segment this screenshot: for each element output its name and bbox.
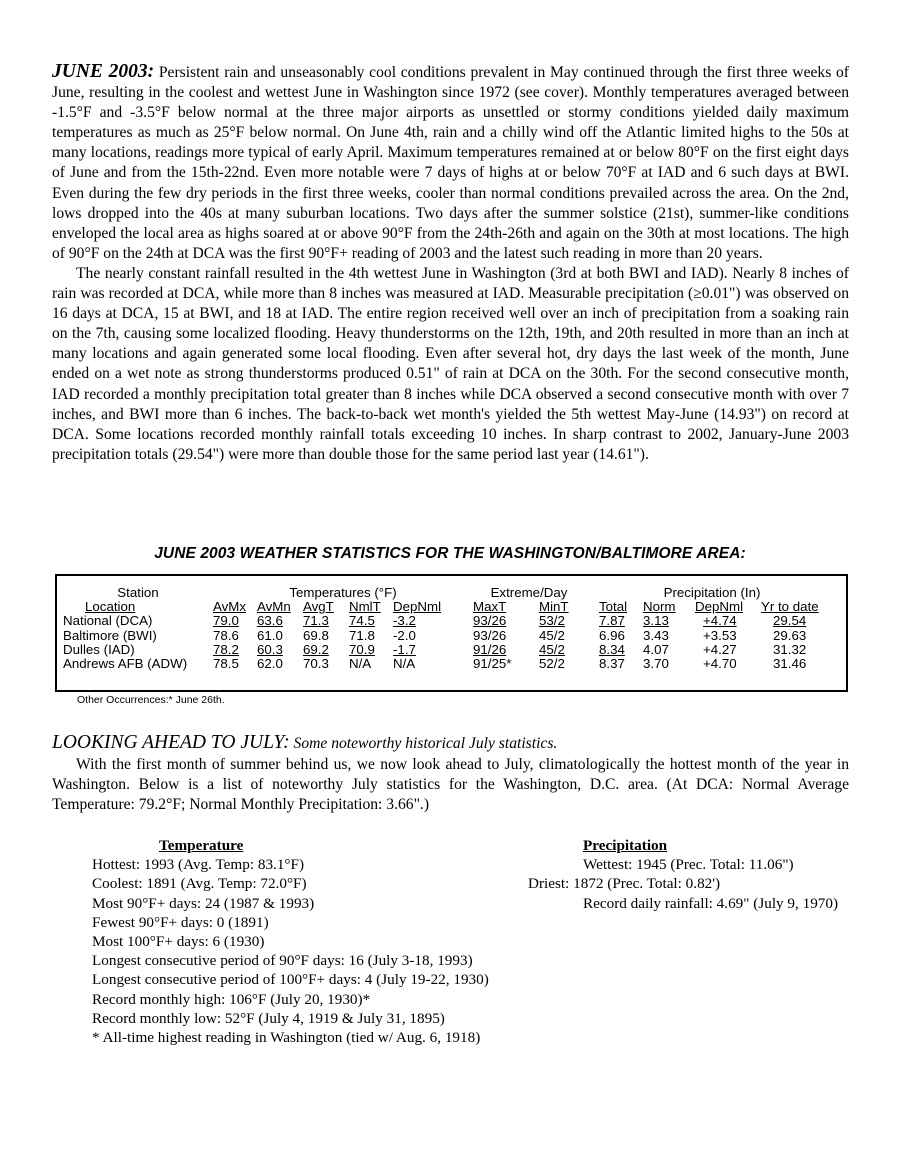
col-yr-to-date: Yr to date bbox=[761, 599, 819, 615]
col-nmlt: NmlT bbox=[349, 599, 381, 615]
table-row bbox=[63, 657, 839, 671]
cell-avmx: 78.2 bbox=[213, 641, 239, 657]
table-row bbox=[63, 643, 839, 657]
cell-maxt: 93/26 bbox=[473, 613, 507, 629]
list-item: Driest: 1872 (Prec. Total: 0.82') bbox=[528, 875, 721, 893]
cell-avgt: 70.3 bbox=[303, 656, 329, 672]
july-intro: With the first month of summer behind us, we now look ahead to July, climatologically the hottest month of the year in Washington. Below is a list of noteworthy July statistics for the Washington, D.C. area. (At DCA: Normal Average Temperature: 79.2°F; Normal Monthly Precipitation: 3.66".) bbox=[52, 756, 849, 814]
table-row bbox=[63, 629, 839, 643]
stats-table bbox=[63, 586, 839, 671]
group-precipitation: Precipitation (In) bbox=[663, 585, 761, 600]
cell-avmn: 61.0 bbox=[257, 627, 283, 643]
temperature-heading: Temperature bbox=[159, 837, 244, 854]
group-header-row bbox=[63, 586, 839, 600]
cell-avgt: 69.8 bbox=[303, 627, 329, 643]
cell-norm: 4.07 bbox=[643, 641, 669, 657]
cell-depnml-temp: -2.0 bbox=[393, 627, 416, 643]
column-header-row bbox=[63, 600, 839, 614]
cell-yr-to-date: 31.32 bbox=[773, 641, 807, 657]
cell-avmx: 78.6 bbox=[213, 627, 239, 643]
list-item: Coolest: 1891 (Avg. Temp: 72.0°F) bbox=[92, 875, 307, 893]
cell-depnml-precip: +4.70 bbox=[703, 656, 737, 672]
list-item: Record monthly low: 52°F (July 4, 1919 & July 31, 1895) bbox=[92, 1009, 445, 1027]
list-item: Fewest 90°F+ days: 0 (1891) bbox=[92, 913, 269, 931]
cell-yr-to-date: 31.46 bbox=[773, 656, 807, 672]
col-location: Location bbox=[85, 599, 136, 615]
cell-norm: 3.43 bbox=[643, 627, 669, 643]
group-extreme: Extreme/Day bbox=[490, 585, 568, 600]
cell-avmn: 63.6 bbox=[257, 613, 283, 629]
list-item: Longest consecutive period of 100°F+ days: 4 (July 19-22, 1930) bbox=[92, 971, 489, 989]
cell-total: 8.37 bbox=[599, 656, 625, 672]
cell-depnml-temp: N/A bbox=[393, 656, 416, 672]
row-location: National (DCA) bbox=[63, 613, 153, 629]
cell-maxt: 91/26 bbox=[473, 641, 507, 657]
cell-mint: 52/2 bbox=[539, 656, 565, 672]
group-temperatures: Temperatures (°F) bbox=[289, 585, 397, 600]
temperature-list bbox=[92, 836, 489, 1047]
cell-total: 6.96 bbox=[599, 627, 625, 643]
list-item: Most 90°F+ days: 24 (1987 & 1993) bbox=[92, 894, 315, 912]
cell-maxt: 93/26 bbox=[473, 627, 507, 643]
cell-nmlt: N/A bbox=[349, 656, 372, 672]
col-maxt: MaxT bbox=[473, 599, 507, 615]
june-paragraph-1 bbox=[52, 62, 849, 264]
col-total: Total bbox=[599, 599, 628, 615]
group-station: Station bbox=[117, 585, 159, 600]
list-item: Record daily rainfall: 4.69" (July 9, 1970) bbox=[583, 894, 839, 912]
cell-avmn: 62.0 bbox=[257, 656, 283, 672]
table-row bbox=[63, 614, 839, 628]
list-item: Longest consecutive period of 90°F days: 16 (July 3-18, 1993) bbox=[92, 952, 473, 970]
precipitation-heading: Precipitation bbox=[583, 837, 668, 854]
col-avmx: AvMx bbox=[213, 599, 247, 615]
cell-depnml-precip: +3.53 bbox=[703, 627, 737, 643]
cell-yr-to-date: 29.54 bbox=[773, 613, 807, 629]
row-location: Baltimore (BWI) bbox=[63, 627, 157, 643]
cell-avgt: 71.3 bbox=[303, 613, 329, 629]
cell-mint: 45/2 bbox=[539, 641, 565, 657]
cell-avmx: 79.0 bbox=[213, 613, 239, 629]
cell-depnml-temp: -1.7 bbox=[393, 641, 416, 657]
july-section bbox=[52, 733, 849, 815]
cell-total: 8.34 bbox=[599, 641, 625, 657]
june-text-1: Persistent rain and unseasonably cool conditions prevalent in May continued through the first three weeks of June, resulting in the coolest and wettest June in Washington since 1972 (see cover). Monthly temperatures averaged between -1.5°F and -3.5°F below normal at the three major airports as unsettled or stormy conditions yielded daily maximum temperatures as much as 25°F below normal. On June 4th, rain and a chilly wind off the Atlantic limited highs to the 50s at many locations, readings more typical of early April. Maximum temperatures remained at or below 80°F on the first eight days of June and from the 15th-22nd. Even more notable were 7 days of highs at or below 70°F at IAD and 6 such days at BWI. Even during the few dry periods in the first three weeks, cooler than normal conditions prevailed across the area. On the 2nd, lows dropped into the 40s at many suburban locations. Two days after the summer solstice (21st), summer-like conditions enveloped the local area as highs soared at or above 90°F from the 24th-26th and again on the 30th at most locations. The high of 90°F on the 24th at DCA was the first 90°F+ reading of 2003 and the latest such reading in more than 20 years. bbox=[52, 64, 849, 262]
july-subheading: Some noteworthy historical July statistics. bbox=[293, 735, 558, 752]
cell-norm: 3.70 bbox=[643, 656, 669, 672]
june-paragraph-2: The nearly constant rainfall resulted in the 4th wettest June in Washington (3rd at both BWI and IAD). Nearly 8 inches of rain was recorded at DCA, while more than 8 inches was measured at IAD. Measurable precipitation (≥0.01") was observed on 16 days at DCA, 15 at BWI, and 18 at IAD. The entire region received well over an inch of precipitation from a soaking rain on the 7th, causing some localized flooding. Heavy thunderstorms on the 12th, 19th, and 20th resulted in more than an inch at many locations and again generated some local flooding. Even after several hot, dry days the last week of the month, June ended on a wet note as strong thunderstorms produced 0.51" of rain at DCA on the 30th. For the second consecutive month, IAD recorded a monthly precipitation total greater than 8 inches while DCA observed a second consecutive month with over 7 inches, and BWI more than 6 inches. The back-to-back wet month's yielded the 5th wettest May-June (14.93") on record at DCA. Some locations recorded monthly rainfall totals exceeding 10 inches. In sharp contrast to 2002, January-June 2003 precipitation totals (29.54") were more than double those for the same period last year (14.61"). bbox=[52, 264, 849, 463]
col-norm: Norm bbox=[643, 599, 676, 615]
col-depnml-precip: DepNml bbox=[695, 599, 744, 615]
list-item: Record monthly high: 106°F (July 20, 1930)* bbox=[92, 990, 371, 1008]
cell-mint: 53/2 bbox=[539, 613, 565, 629]
col-avmn: AvMn bbox=[257, 599, 291, 615]
cell-norm: 3.13 bbox=[643, 613, 669, 629]
cell-avgt: 69.2 bbox=[303, 641, 329, 657]
cell-nmlt: 74.5 bbox=[349, 613, 375, 629]
precipitation-list bbox=[528, 836, 858, 913]
cell-depnml-precip: +4.27 bbox=[703, 641, 737, 657]
row-location: Dulles (IAD) bbox=[63, 641, 135, 657]
cell-total: 7.87 bbox=[599, 613, 625, 629]
col-depnml-temp: DepNml bbox=[393, 599, 442, 615]
june-heading: JUNE 2003: bbox=[52, 61, 155, 82]
row-location: Andrews AFB (ADW) bbox=[63, 656, 188, 672]
cell-maxt: 91/25* bbox=[473, 656, 512, 672]
july-heading: LOOKING AHEAD TO JULY: bbox=[52, 732, 290, 753]
list-item: * All-time highest reading in Washington (tied w/ Aug. 6, 1918) bbox=[92, 1029, 481, 1047]
cell-nmlt: 70.9 bbox=[349, 641, 375, 657]
cell-avmn: 60.3 bbox=[257, 641, 283, 657]
stats-table-box bbox=[55, 574, 848, 692]
july-heading-line bbox=[52, 733, 849, 754]
stats-footnote: Other Occurrences:* June 26th. bbox=[77, 694, 225, 706]
cell-mint: 45/2 bbox=[539, 627, 565, 643]
cell-depnml-precip: +4.74 bbox=[703, 613, 737, 629]
june-section bbox=[52, 62, 849, 465]
col-avgt: AvgT bbox=[303, 599, 334, 615]
list-item: Wettest: 1945 (Prec. Total: 11.06") bbox=[583, 856, 794, 874]
cell-depnml-temp: -3.2 bbox=[393, 613, 416, 629]
stats-title: JUNE 2003 WEATHER STATISTICS FOR THE WASHINGTON/BALTIMORE AREA: bbox=[154, 545, 746, 562]
cell-yr-to-date: 29.63 bbox=[773, 627, 807, 643]
list-item: Most 100°F+ days: 6 (1930) bbox=[92, 933, 265, 951]
cell-nmlt: 71.8 bbox=[349, 627, 375, 643]
list-item: Hottest: 1993 (Avg. Temp: 83.1°F) bbox=[92, 856, 305, 874]
col-mint: MinT bbox=[539, 599, 569, 615]
cell-avmx: 78.5 bbox=[213, 656, 239, 672]
